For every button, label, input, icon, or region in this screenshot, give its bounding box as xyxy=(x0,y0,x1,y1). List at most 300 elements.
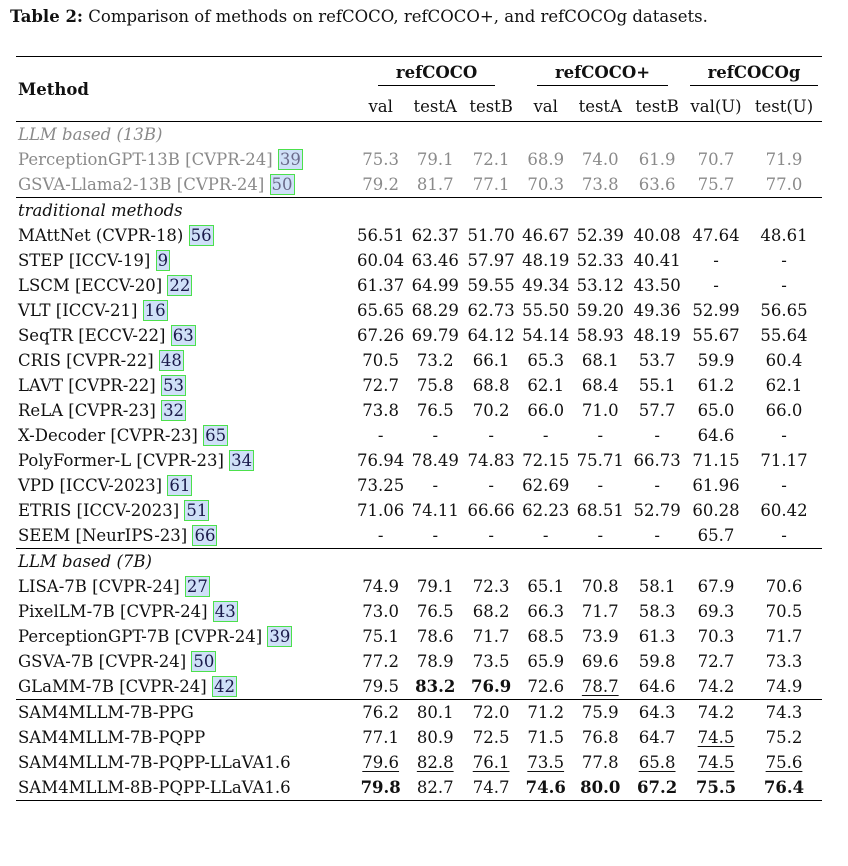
cell-value: 48.19 xyxy=(522,251,570,270)
value-cell xyxy=(572,423,628,448)
citation-link[interactable]: 16 xyxy=(144,301,166,320)
cell-value: 77.1 xyxy=(362,728,400,747)
cell-value: 78.49 xyxy=(411,451,459,470)
value-cell xyxy=(354,398,407,423)
citation-link[interactable]: 51 xyxy=(186,501,208,520)
value-cell xyxy=(519,273,572,298)
method-name: SAM4MLLM-8B-PQPP-LLaVA1.6 xyxy=(18,778,291,797)
table-row xyxy=(16,423,822,448)
cell-value: 75.3 xyxy=(362,150,400,169)
value-cell xyxy=(463,700,519,726)
citation-link[interactable]: 43 xyxy=(214,602,236,621)
cell-value: - xyxy=(781,251,787,270)
value-cell xyxy=(686,649,746,674)
cell-value: 65.1 xyxy=(527,577,565,596)
method-cell xyxy=(16,273,354,298)
value-cell xyxy=(628,398,686,423)
value-cell xyxy=(686,348,746,373)
value-cell xyxy=(746,498,822,523)
cell-value: 79.1 xyxy=(416,577,454,596)
column-header: val xyxy=(533,96,558,116)
cell-value: 74.6 xyxy=(525,778,566,797)
method-cell xyxy=(16,223,354,248)
value-cell xyxy=(463,473,519,498)
cell-value: 83.2 xyxy=(415,677,456,696)
value-cell xyxy=(519,498,572,523)
cell-value: 75.2 xyxy=(765,728,803,747)
value-cell xyxy=(746,448,822,473)
cell-value: 80.0 xyxy=(580,778,621,797)
section-title-row xyxy=(16,198,822,224)
method-name: MAttNet (CVPR-18) xyxy=(18,226,189,245)
value-cell xyxy=(463,624,519,649)
cell-value: 48.61 xyxy=(760,226,808,245)
cell-value: 65.8 xyxy=(638,753,676,772)
cell-value: 70.5 xyxy=(362,351,400,370)
value-cell xyxy=(407,473,463,498)
cell-value: 54.14 xyxy=(522,326,570,345)
cell-value: 71.06 xyxy=(357,501,405,520)
citation-link[interactable]: 50 xyxy=(193,652,215,671)
cell-value: 72.7 xyxy=(362,376,400,395)
method-name: CRIS [CVPR-22] xyxy=(18,351,159,370)
method-cell xyxy=(16,649,354,674)
cell-value: 76.94 xyxy=(357,451,405,470)
table-row xyxy=(16,624,822,649)
value-cell xyxy=(746,323,822,348)
cell-value: - xyxy=(377,526,384,545)
cell-value: 58.3 xyxy=(638,602,676,621)
value-cell xyxy=(354,473,407,498)
cell-value: 82.7 xyxy=(416,778,454,797)
cell-value: 75.71 xyxy=(576,451,624,470)
cell-value: 78.7 xyxy=(581,677,619,696)
cell-value: 76.9 xyxy=(471,677,512,696)
value-cell xyxy=(463,448,519,473)
value-cell xyxy=(407,750,463,775)
value-cell xyxy=(572,273,628,298)
cell-value: 72.1 xyxy=(472,150,510,169)
value-cell xyxy=(746,172,822,198)
table-row xyxy=(16,147,822,172)
value-cell xyxy=(463,574,519,599)
cell-value: 68.1 xyxy=(581,351,619,370)
cell-value: 61.3 xyxy=(638,627,676,646)
cell-value: - xyxy=(488,526,494,545)
value-cell xyxy=(746,423,822,448)
cell-value: 75.5 xyxy=(695,778,737,797)
method-cell xyxy=(16,248,354,273)
cell-value: 75.6 xyxy=(765,753,803,772)
cell-value: 64.7 xyxy=(638,728,676,747)
value-cell xyxy=(519,473,572,498)
value-cell xyxy=(354,674,407,700)
column-header: val xyxy=(368,96,393,116)
citation-link[interactable]: 42 xyxy=(213,677,235,696)
value-cell xyxy=(519,323,572,348)
value-cell xyxy=(354,649,407,674)
cell-value: 73.5 xyxy=(527,753,565,772)
table-row xyxy=(16,775,822,801)
cell-value: 68.9 xyxy=(527,150,565,169)
cell-value: 70.2 xyxy=(472,401,510,420)
cell-value: 51.70 xyxy=(467,226,515,245)
method-name: ReLA [CVPR-23] xyxy=(18,401,162,420)
value-cell xyxy=(407,700,463,726)
cell-value: 74.9 xyxy=(362,577,400,596)
value-cell xyxy=(354,725,407,750)
citation-link[interactable]: 50 xyxy=(271,175,293,194)
value-cell xyxy=(463,298,519,323)
method-name: LISA-7B [CVPR-24] xyxy=(18,577,185,596)
method-name: SAM4MLLM-7B-PQPP-LLaVA1.6 xyxy=(18,753,291,772)
value-cell xyxy=(746,473,822,498)
value-cell xyxy=(463,273,519,298)
cell-value: 73.3 xyxy=(765,652,803,671)
cell-value: 52.79 xyxy=(633,501,681,520)
cell-value: 74.5 xyxy=(697,728,735,747)
cell-value: 75.1 xyxy=(362,627,400,646)
cell-value: 71.5 xyxy=(527,728,565,747)
cell-value: 73.2 xyxy=(416,351,454,370)
cell-value: 70.3 xyxy=(697,627,735,646)
cell-value: - xyxy=(597,526,604,545)
cell-value: 55.1 xyxy=(638,376,676,395)
value-cell xyxy=(628,624,686,649)
value-cell xyxy=(686,750,746,775)
cell-value: - xyxy=(377,426,384,445)
cell-value: 64.12 xyxy=(467,326,515,345)
value-cell xyxy=(463,373,519,398)
value-cell xyxy=(519,423,572,448)
section-title: LLM based (13B) xyxy=(18,125,163,144)
value-cell xyxy=(572,398,628,423)
cell-value: 72.6 xyxy=(527,677,565,696)
value-cell xyxy=(354,775,407,801)
value-cell xyxy=(686,473,746,498)
cell-value: 75.8 xyxy=(416,376,454,395)
table-row xyxy=(16,248,822,273)
method-name: GSVA-7B [CVPR-24] xyxy=(18,652,192,671)
cell-value: - xyxy=(654,426,660,445)
value-cell xyxy=(572,248,628,273)
cell-value: 70.7 xyxy=(697,150,735,169)
citation-link[interactable]: 27 xyxy=(186,577,208,596)
citation-link[interactable]: 48 xyxy=(160,351,182,370)
cell-value: 66.3 xyxy=(527,602,565,621)
cell-value: 64.6 xyxy=(697,426,735,445)
cell-value: - xyxy=(597,426,604,445)
cell-value: 79.8 xyxy=(360,778,401,797)
value-cell xyxy=(686,223,746,248)
value-cell xyxy=(519,523,572,549)
value-cell xyxy=(354,700,407,726)
value-cell xyxy=(572,523,628,549)
value-cell xyxy=(463,398,519,423)
cell-value: - xyxy=(597,476,604,495)
value-cell xyxy=(746,725,822,750)
value-cell xyxy=(686,323,746,348)
cell-value: 53.7 xyxy=(638,351,676,370)
value-cell xyxy=(628,248,686,273)
value-cell xyxy=(686,273,746,298)
value-cell xyxy=(407,298,463,323)
value-cell xyxy=(407,574,463,599)
cell-value: 67.9 xyxy=(697,577,735,596)
cell-value: - xyxy=(654,476,660,495)
value-cell xyxy=(746,223,822,248)
value-cell xyxy=(628,700,686,726)
cell-value: 75.9 xyxy=(581,703,619,722)
cell-value: 62.23 xyxy=(522,501,570,520)
method-name: STEP [ICCV-19] xyxy=(18,251,156,270)
value-cell xyxy=(354,223,407,248)
cell-value: 66.66 xyxy=(467,501,515,520)
cell-value: 66.0 xyxy=(765,401,803,420)
method-cell xyxy=(16,775,354,801)
cell-value: 72.15 xyxy=(522,451,570,470)
value-cell xyxy=(572,348,628,373)
cell-value: 73.9 xyxy=(581,627,619,646)
citation-link[interactable]: 39 xyxy=(269,627,291,646)
cell-value: - xyxy=(432,526,439,545)
value-cell xyxy=(407,373,463,398)
value-cell xyxy=(628,599,686,624)
method-cell xyxy=(16,323,354,348)
cell-value: 78.6 xyxy=(416,627,454,646)
cell-value: 63.46 xyxy=(411,251,459,270)
value-cell xyxy=(463,674,519,700)
value-cell xyxy=(572,624,628,649)
cell-value: 47.64 xyxy=(692,226,740,245)
cell-value: - xyxy=(654,526,660,545)
cell-value: 75.7 xyxy=(697,175,735,194)
value-cell xyxy=(519,624,572,649)
value-cell xyxy=(572,700,628,726)
cell-value: 58.93 xyxy=(576,326,624,345)
cell-value: - xyxy=(542,526,549,545)
method-name: SAM4MLLM-7B-PPG xyxy=(18,703,194,722)
value-cell xyxy=(463,775,519,801)
value-cell xyxy=(354,273,407,298)
value-cell xyxy=(686,624,746,649)
cell-value: - xyxy=(432,426,439,445)
value-cell xyxy=(354,599,407,624)
table-row xyxy=(16,599,822,624)
cell-value: 73.8 xyxy=(362,401,400,420)
cell-value: 62.69 xyxy=(522,476,570,495)
cell-value: 59.9 xyxy=(697,351,735,370)
cell-value: 61.2 xyxy=(697,376,735,395)
value-cell xyxy=(572,223,628,248)
citation-link[interactable]: 66 xyxy=(194,526,216,545)
cell-value: 77.0 xyxy=(765,175,803,194)
cell-value: 73.8 xyxy=(581,175,619,194)
citation-link[interactable]: 56 xyxy=(190,226,212,245)
cell-value: 74.7 xyxy=(472,778,510,797)
cell-value: 40.08 xyxy=(633,226,681,245)
citation-link[interactable]: 22 xyxy=(169,276,191,295)
citation-link[interactable]: 61 xyxy=(169,476,191,495)
group-header-refcoco: refCOCO xyxy=(354,57,519,92)
method-cell xyxy=(16,574,354,599)
cell-value: 64.6 xyxy=(638,677,676,696)
value-cell xyxy=(686,448,746,473)
value-cell xyxy=(407,599,463,624)
citation-link[interactable]: 65 xyxy=(205,426,227,445)
table-row xyxy=(16,273,822,298)
table-row xyxy=(16,348,822,373)
value-cell xyxy=(519,674,572,700)
cell-value: 68.51 xyxy=(576,501,624,520)
value-cell xyxy=(354,574,407,599)
value-cell xyxy=(354,423,407,448)
cell-value: 60.28 xyxy=(692,501,740,520)
value-cell xyxy=(463,423,519,448)
value-cell xyxy=(354,448,407,473)
value-cell xyxy=(407,498,463,523)
cell-value: 77.1 xyxy=(472,175,510,194)
value-cell xyxy=(686,599,746,624)
value-cell xyxy=(519,725,572,750)
method-name: SEEM [NeurIPS-23] xyxy=(18,526,193,545)
value-cell xyxy=(628,498,686,523)
cell-value: 79.5 xyxy=(362,677,400,696)
cell-value: 71.2 xyxy=(527,703,565,722)
value-cell xyxy=(354,624,407,649)
method-name: PixelLM-7B [CVPR-24] xyxy=(18,602,213,621)
citation-link[interactable]: 32 xyxy=(163,401,185,420)
cell-value: 81.7 xyxy=(416,175,454,194)
cell-value: 76.8 xyxy=(581,728,619,747)
method-name: X-Decoder [CVPR-23] xyxy=(18,426,204,445)
citation-link[interactable]: 9 xyxy=(157,251,169,270)
value-cell xyxy=(628,775,686,801)
value-cell xyxy=(746,147,822,172)
value-cell xyxy=(572,775,628,801)
cell-value: 71.17 xyxy=(760,451,808,470)
value-cell xyxy=(519,298,572,323)
method-cell xyxy=(16,448,354,473)
cell-value: 59.55 xyxy=(467,276,515,295)
value-cell xyxy=(407,147,463,172)
caption-label: Table 2: xyxy=(10,7,84,26)
value-cell xyxy=(746,398,822,423)
cell-value: 72.3 xyxy=(472,577,510,596)
value-cell xyxy=(572,750,628,775)
method-name: LSCM [ECCV-20] xyxy=(18,276,168,295)
cell-value: 71.7 xyxy=(581,602,619,621)
cell-value: 58.1 xyxy=(638,577,676,596)
cell-value: 69.3 xyxy=(697,602,735,621)
value-cell xyxy=(686,674,746,700)
comparison-table xyxy=(16,56,822,801)
column-header: testB xyxy=(469,96,513,116)
cell-value: 77.8 xyxy=(581,753,619,772)
value-cell xyxy=(519,750,572,775)
caption-text: Comparison of methods on refCOCO, refCOCO+, and refCOCOg datasets. xyxy=(83,7,708,26)
value-cell xyxy=(407,223,463,248)
value-cell xyxy=(746,700,822,726)
cell-value: - xyxy=(781,276,787,295)
cell-value: 68.8 xyxy=(472,376,510,395)
cell-value: 62.1 xyxy=(527,376,565,395)
value-cell xyxy=(628,298,686,323)
method-name: PerceptionGPT-7B [CVPR-24] xyxy=(18,627,268,646)
value-cell xyxy=(628,223,686,248)
value-cell xyxy=(519,574,572,599)
method-cell xyxy=(16,674,354,700)
section-title: traditional methods xyxy=(18,201,183,220)
method-cell xyxy=(16,700,354,726)
table-row xyxy=(16,725,822,750)
table-row xyxy=(16,574,822,599)
value-cell xyxy=(686,423,746,448)
table-caption xyxy=(10,6,838,28)
value-cell xyxy=(519,700,572,726)
value-cell xyxy=(746,298,822,323)
cell-value: 74.2 xyxy=(697,677,735,696)
method-name: VPD [ICCV-2023] xyxy=(18,476,168,495)
cell-value: 69.6 xyxy=(581,652,619,671)
value-cell xyxy=(354,348,407,373)
value-cell xyxy=(628,373,686,398)
value-cell xyxy=(519,775,572,801)
cell-value: 78.9 xyxy=(416,652,454,671)
citation-link[interactable]: 63 xyxy=(172,326,194,345)
value-cell xyxy=(628,423,686,448)
value-cell xyxy=(686,147,746,172)
value-cell xyxy=(628,273,686,298)
method-cell xyxy=(16,498,354,523)
value-cell xyxy=(463,147,519,172)
table-body xyxy=(16,122,822,801)
cell-value: 60.42 xyxy=(760,501,808,520)
column-header: test(U) xyxy=(754,96,814,116)
value-cell xyxy=(463,348,519,373)
cell-value: 74.11 xyxy=(411,501,459,520)
column-header: val(U) xyxy=(690,96,742,116)
method-cell xyxy=(16,599,354,624)
citation-link[interactable]: 39 xyxy=(279,150,301,169)
table-row xyxy=(16,523,822,549)
value-cell xyxy=(463,649,519,674)
citation-link[interactable]: 53 xyxy=(162,376,184,395)
cell-value: 49.36 xyxy=(633,301,681,320)
cell-value: 67.26 xyxy=(357,326,405,345)
value-cell xyxy=(354,523,407,549)
value-cell xyxy=(572,674,628,700)
value-cell xyxy=(628,348,686,373)
value-cell xyxy=(628,725,686,750)
cell-value: 72.7 xyxy=(697,652,735,671)
value-cell xyxy=(354,298,407,323)
cell-value: 79.6 xyxy=(362,753,400,772)
table-row xyxy=(16,298,822,323)
cell-value: 74.83 xyxy=(467,451,515,470)
citation-link[interactable]: 34 xyxy=(231,451,253,470)
value-cell xyxy=(572,172,628,198)
method-header: Method xyxy=(16,57,354,122)
cell-value: 73.5 xyxy=(472,652,510,671)
method-name: SeqTR [ECCV-22] xyxy=(18,326,171,345)
cell-value: 76.2 xyxy=(362,703,400,722)
cell-value: 56.65 xyxy=(760,301,808,320)
cell-value: 62.1 xyxy=(765,376,803,395)
cell-value: 71.7 xyxy=(765,627,803,646)
value-cell xyxy=(519,348,572,373)
value-cell xyxy=(354,498,407,523)
